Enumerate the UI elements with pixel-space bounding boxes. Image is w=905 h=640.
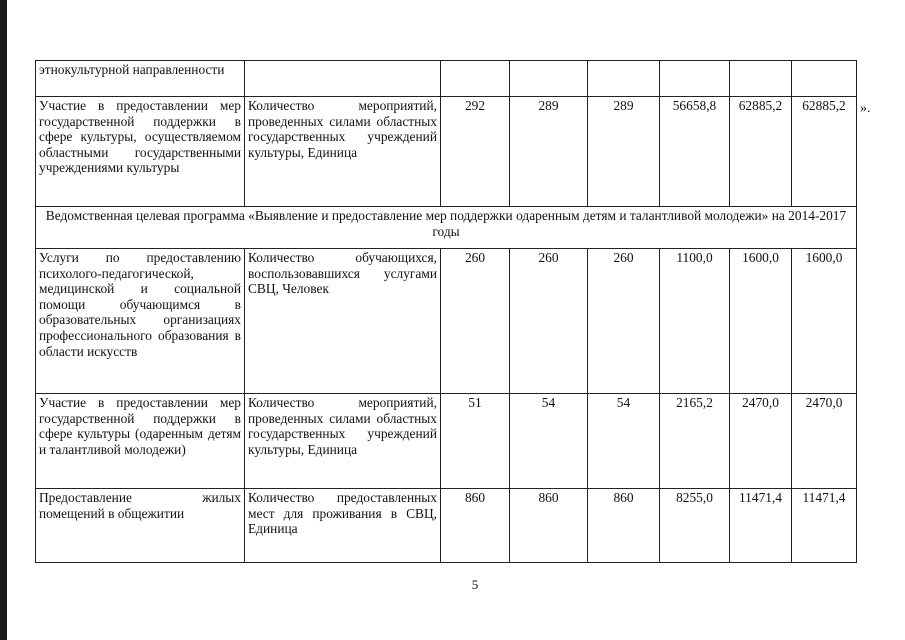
indicator-cell: Количество предоставленных мест для проживания в СВЦ, Единица bbox=[245, 489, 441, 563]
value-cell: 62885,2 bbox=[730, 97, 792, 207]
value-cell: 860 bbox=[441, 489, 510, 563]
value-cell: 260 bbox=[588, 249, 660, 394]
value-cell: 2165,2 bbox=[660, 394, 730, 489]
indicator-cell: Количество мероприятий, проведенных силами областных государственных учреждений культуры, Единица bbox=[245, 394, 441, 489]
value-cell: 860 bbox=[510, 489, 588, 563]
value-cell: 860 bbox=[588, 489, 660, 563]
program-heading-row bbox=[36, 207, 857, 249]
value-cell: 292 bbox=[441, 97, 510, 207]
value-cell: 54 bbox=[588, 394, 660, 489]
value-cell: 1100,0 bbox=[660, 249, 730, 394]
table-row bbox=[36, 249, 857, 394]
value-cell: 62885,2 bbox=[792, 97, 857, 207]
value-cell: 51 bbox=[441, 394, 510, 489]
program-heading: Ведомственная целевая программа «Выявление и предоставление мер поддержки одаренным детям и талантливой молодежи» на 2014-2017 годы bbox=[36, 207, 857, 249]
service-cell: Услуги по предоставлению психолого-педагогической, медицинской и социальной помощи обучающимся в образовательных организациях профессионального образования в области искусств bbox=[36, 249, 245, 394]
value-cell: 289 bbox=[588, 97, 660, 207]
table-row bbox=[36, 97, 857, 207]
page-number: 5 bbox=[471, 577, 479, 592]
service-cell: Участие в предоставлении мер государственной поддержки в сфере культуры, осуществляемом областными государственными учреждениями культуры bbox=[36, 97, 245, 207]
service-cell: Участие в предоставлении мер государственной поддержки в сфере культуры (одаренным детям и талантливой молодежи) bbox=[36, 394, 245, 489]
value-cell: 289 bbox=[510, 97, 588, 207]
service-cell: Предоставление жилых помещений в общежитии bbox=[36, 489, 245, 563]
value-cell: 11471,4 bbox=[730, 489, 792, 563]
indicator-cell: Количество мероприятий, проведенных силами областных государственных учреждений культуры, Единица bbox=[245, 97, 441, 207]
value-cell bbox=[660, 61, 730, 97]
value-cell: 11471,4 bbox=[792, 489, 857, 563]
table-row bbox=[36, 61, 857, 97]
value-cell bbox=[510, 61, 588, 97]
value-cell bbox=[792, 61, 857, 97]
closing-quote-mark: ». bbox=[860, 101, 871, 116]
value-cell: 260 bbox=[441, 249, 510, 394]
scan-edge bbox=[0, 0, 7, 640]
value-cell bbox=[730, 61, 792, 97]
indicator-cell: Количество обучающихся, воспользовавшихся услугами СВЦ, Человек bbox=[245, 249, 441, 394]
value-cell: 260 bbox=[510, 249, 588, 394]
value-cell: 2470,0 bbox=[792, 394, 857, 489]
value-cell: 1600,0 bbox=[730, 249, 792, 394]
table-row bbox=[36, 489, 857, 563]
value-cell bbox=[588, 61, 660, 97]
table-row bbox=[36, 394, 857, 489]
service-cell: этнокультурной направленности bbox=[36, 61, 245, 97]
value-cell bbox=[441, 61, 510, 97]
value-cell: 1600,0 bbox=[792, 249, 857, 394]
value-cell: 54 bbox=[510, 394, 588, 489]
services-table bbox=[35, 60, 857, 563]
value-cell: 2470,0 bbox=[730, 394, 792, 489]
indicator-cell bbox=[245, 61, 441, 97]
value-cell: 8255,0 bbox=[660, 489, 730, 563]
value-cell: 56658,8 bbox=[660, 97, 730, 207]
